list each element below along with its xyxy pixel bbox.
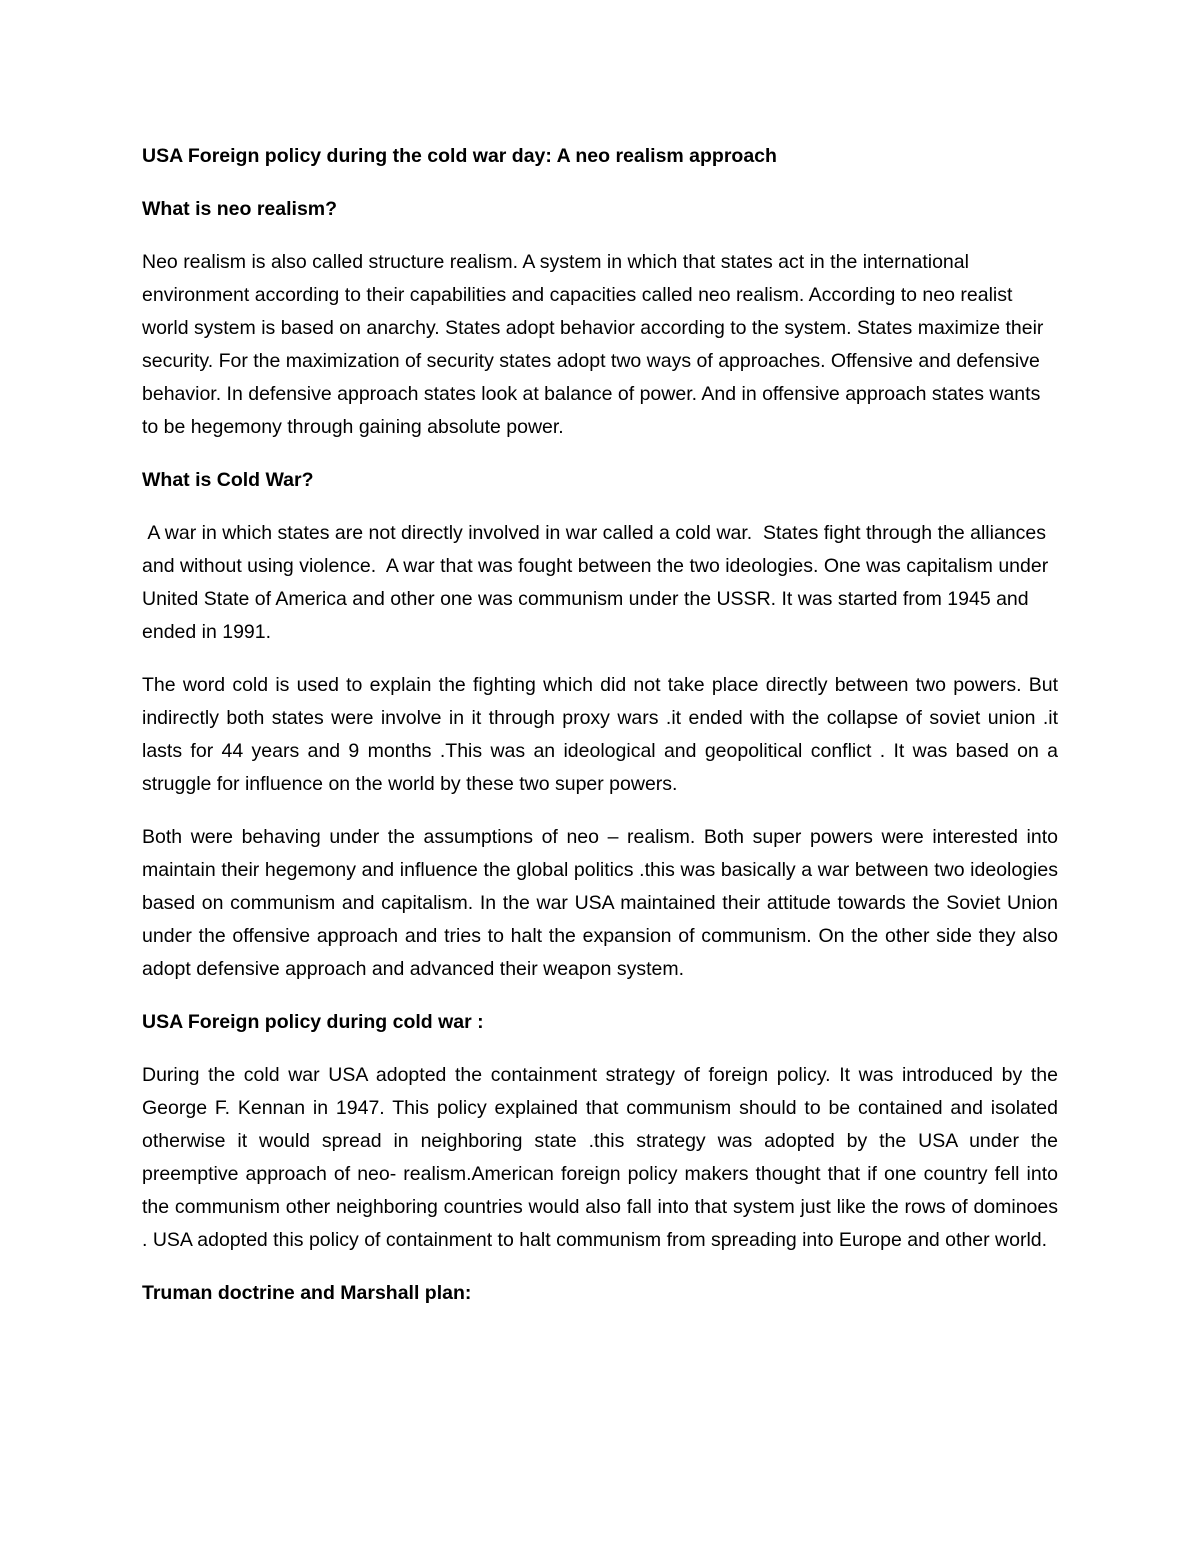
heading-usa-foreign-policy: USA Foreign policy during cold war : xyxy=(142,1011,484,1033)
paragraph-cold-war-definition: A war in which states are not directly involved in war called a cold war. States fight through the alliances and without using violence. A war that was fought between the two ideologies. One was capitalism under United State of America and other one was communism under the USSR. It was started from 1945 and ended in 1991. xyxy=(142,522,1054,643)
document-body xyxy=(142,140,1058,1330)
paragraph-neo-realism: Neo realism is also called structure realism. A system in which that states act in the international environment according to their capabilities and capacities called neo realism. According to neo realist world system is based on anarchy. States adopt behavior according to the system. States maximize their security. For the maximization of security states adopt two ways of approaches. Offensive and defensive behavior. In defensive approach states look at balance of power. And in offensive approach states wants to be hegemony through gaining absolute power. xyxy=(142,251,1044,438)
heading-cold-war: What is Cold War? xyxy=(142,469,314,491)
paragraph-containment-strategy: During the cold war USA adopted the containment strategy of foreign policy. It was introduced by the George F. Kennan in 1947. This policy explained that communism should to be contained and isolated otherwise it would spread in neighboring state .this strategy was adopted by the USA under the preemptive approach of neo- realism.American foreign policy makers thought that if one country fell into the communism other neighboring countries would also fall into that system just like the rows of dominoes . USA adopted this policy of containment to halt communism from spreading into Europe and other world. xyxy=(142,1064,1058,1251)
heading-truman-marshall: Truman doctrine and Marshall plan: xyxy=(142,1282,472,1304)
heading-neo-realism: What is neo realism? xyxy=(142,198,338,220)
paragraph-neo-realism-assumptions: Both were behaving under the assumptions of neo – realism. Both super powers were interested into maintain their hegemony and influence the global politics .this was basically a war between two ideologies based on communism and capitalism. In the war USA maintained their attitude towards the Soviet Union under the offensive approach and tries to halt the expansion of communism. On the other side they also adopt defensive approach and advanced their weapon system. xyxy=(142,826,1058,980)
document-title: USA Foreign policy during the cold war day: A neo realism approach xyxy=(142,145,777,167)
paragraph-cold-word-meaning: The word cold is used to explain the fighting which did not take place directly between two powers. But indirectly both states were involve in it through proxy wars .it ended with the collapse of soviet union .it lasts for 44 years and 9 months .This was an ideological and geopolitical conflict . It was based on a struggle for influence on the world by these two super powers. xyxy=(142,674,1058,795)
